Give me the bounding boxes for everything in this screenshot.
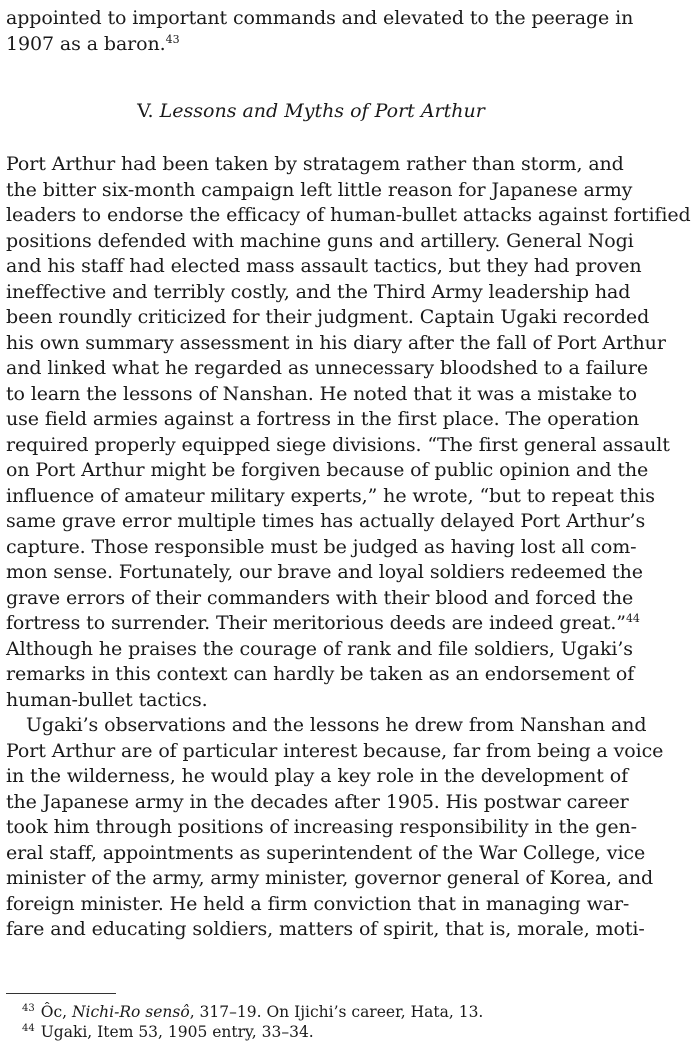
text-line: fortress to surrender. Their meritorious deeds are indeed great.”$^{44}$ <box>6 612 640 634</box>
text-line: been roundly criticized for their judgment. Captain Ugaki recorded <box>6 306 650 328</box>
text-line: 1907 as a baron.$^{43}$ <box>6 32 180 55</box>
text-line: on Port Arthur might be forgiven because of public opinion and the <box>6 459 649 481</box>
text-line: Port Arthur are of particular interest because, far from being a voice <box>6 739 664 762</box>
text-line: minister of the army, army minister, governor general of Korea, and <box>6 867 654 889</box>
footnotes <box>22 1003 612 1042</box>
text-line: influence of amateur military experts,” he wrote, “but to repeat this <box>6 484 655 507</box>
text-line: to learn the lessons of Nanshan. He noted that it was a mistake to <box>6 382 637 405</box>
text-line: appointed to important commands and elevated to the peerage in <box>6 7 634 29</box>
text-line: use field armies against a fortress in the first place. The operation <box>6 408 640 430</box>
footnote-number: 43 <box>22 1003 35 1014</box>
text-line: Although he praises the courage of rank and file soldiers, Ugaki’s <box>6 637 633 660</box>
text-line: human-bullet tactics. <box>6 688 208 711</box>
text-line: and his staff had elected mass assault tactics, but they had proven <box>6 255 642 277</box>
section-title: Lessons and Myths of Port Arthur <box>159 100 485 122</box>
text-line: positions defended with machine guns and artillery. General Nogi <box>6 229 634 252</box>
text-line: and linked what he regarded as unnecessary bloodshed to a failure <box>6 357 649 379</box>
text-line: his own summary assessment in his diary after the fall of Port Arthur <box>6 331 666 354</box>
text-line: Ugaki’s observations and the lessons he drew from Nanshan and <box>26 714 647 736</box>
paragraph-ugaki <box>6 713 664 943</box>
page-body <box>6 6 691 943</box>
paragraph-lessons <box>6 152 691 713</box>
footnote-marker[interactable]: 44 <box>625 612 640 625</box>
text-line: ineffective and terribly costly, and the Third Army leadership had <box>6 280 631 303</box>
text-line: the bitter six-month campaign left little reason for Japanese army <box>6 178 633 201</box>
text-line: mon sense. Fortunately, our brave and loyal soldiers redeemed the <box>6 561 643 583</box>
footnote-43: $^{43}$ Ôc, Nichi-Ro sensô, 317–19. On Ijichi’s career, Hata, 13. <box>22 1003 484 1021</box>
text-line: took him through positions of increasing responsibility in the gen- <box>6 816 637 838</box>
text-line: the Japanese army in the decades after 1905. His postwar career <box>6 790 629 813</box>
text-line: capture. Those responsible must be judged as having lost all com- <box>6 535 637 558</box>
footnote-44: $^{44}$ Ugaki, Item 53, 1905 entry, 33–34. <box>22 1022 314 1041</box>
section-heading <box>6 99 616 124</box>
text-line: same grave error multiple times has actually delayed Port Arthur’s <box>6 510 646 532</box>
text-line: leaders to endorse the efficacy of human-bullet attacks against fortified <box>6 204 691 226</box>
text-line: required properly equipped siege divisions. “The first general assault <box>6 433 670 456</box>
text-line: foreign minister. He held a firm conviction that in managing war- <box>6 892 630 915</box>
text-line: eral staff, appointments as superintendent of the War College, vice <box>6 841 646 864</box>
opening-paragraph <box>6 6 634 57</box>
footnote-divider <box>6 993 116 994</box>
section-number: V. <box>137 100 154 122</box>
text-line: Port Arthur had been taken by stratagem rather than storm, and <box>6 153 624 175</box>
text-line: fare and educating soldiers, matters of spirit, that is, morale, moti- <box>6 918 645 940</box>
text-line: in the wilderness, he would play a key role in the development of <box>6 765 629 787</box>
text-line: remarks in this context can hardly be taken as an endorsement of <box>6 663 635 685</box>
footnote-number: 44 <box>22 1022 35 1034</box>
text-line: grave errors of their commanders with their blood and forced the <box>6 586 634 609</box>
footnote-marker[interactable]: 43 <box>165 32 180 46</box>
